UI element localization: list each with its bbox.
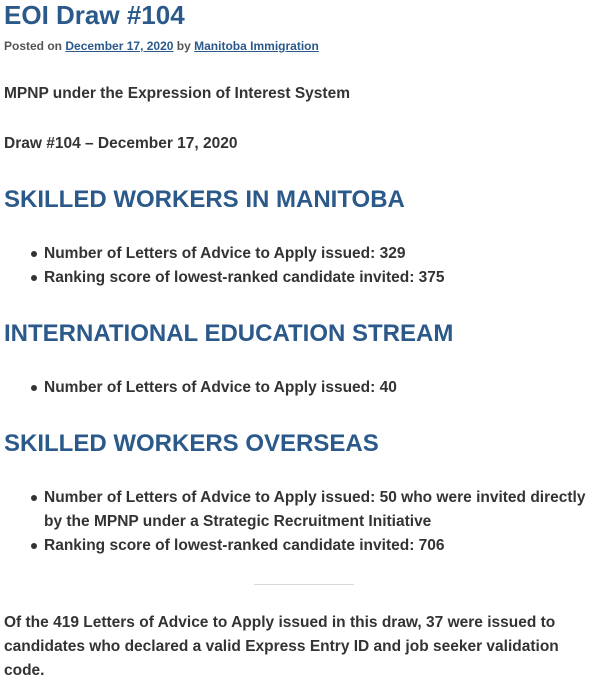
by-label: by [176,39,191,53]
posted-on-label: Posted on [4,39,63,53]
author-link[interactable]: Manitoba Immigration [194,39,319,53]
post-date-link[interactable]: December 17, 2020 [65,39,174,53]
closing-paragraph: Of the 419 Letters of Advice to Apply issued in this draw, 37 were issued to candidates who declared a valid Express Entry ID and job seeker validation code. [4,614,559,679]
list-item: Ranking score of lowest-ranked candidate invited: 375 [44,266,602,290]
list-item: Number of Letters of Advice to Apply issued: 329 [44,242,602,266]
list-item: Number of Letters of Advice to Apply issued: 50 who were invited directly by the MPNP under a Strategic Recruitment Initiative [44,486,602,534]
section-list-skilled-workers-overseas [4,486,602,558]
post-title: EOI Draw #104 [4,0,185,30]
section-heading-skilled-workers-manitoba: SKILLED WORKERS IN MANITOBA [4,186,405,213]
intro-paragraph: MPNP under the Expression of Interest System [4,85,350,102]
section-heading-skilled-workers-overseas: SKILLED WORKERS OVERSEAS [4,430,379,457]
post-meta [4,38,319,54]
section-list-international-education [4,376,602,400]
divider [254,584,354,585]
draw-line: Draw #104 – December 17, 2020 [4,135,238,152]
section-heading-international-education: INTERNATIONAL EDUCATION STREAM [4,320,454,347]
list-item: Number of Letters of Advice to Apply issued: 40 [44,376,602,400]
list-item: Ranking score of lowest-ranked candidate invited: 706 [44,534,602,558]
section-list-skilled-workers-manitoba [4,242,602,290]
